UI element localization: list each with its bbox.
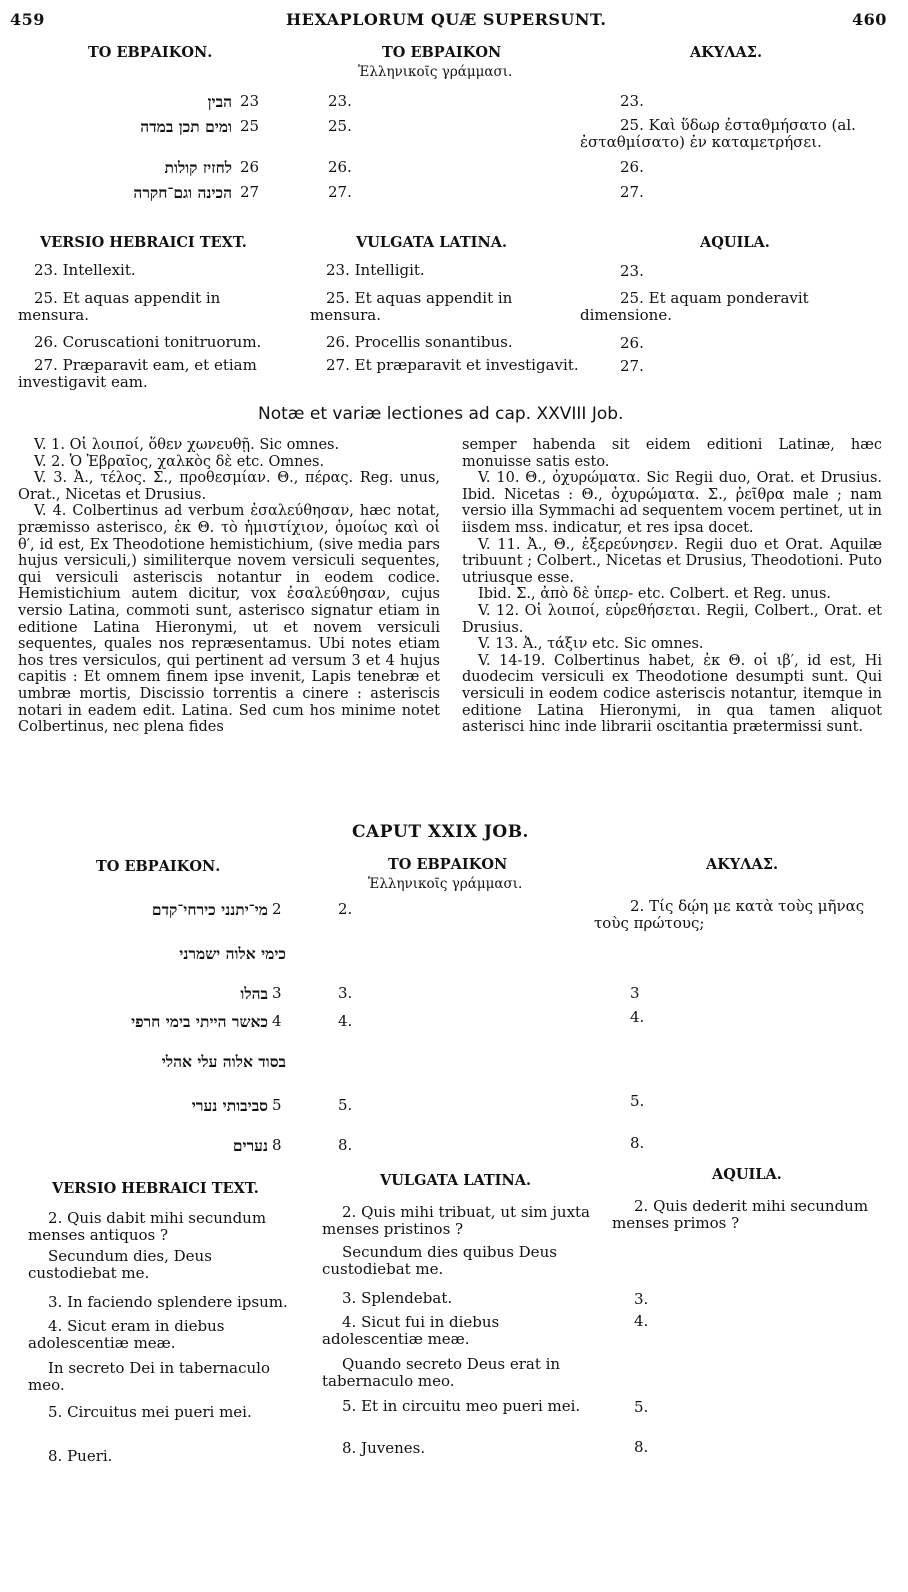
- verse-number: 5: [272, 1096, 282, 1114]
- versio-line: 4. Sicut eram in diebus adolescentiæ meæ.: [28, 1317, 225, 1352]
- col-header-versio: VERSIO HEBRAICI TEXT.: [52, 1180, 259, 1197]
- vulgata-line: 4. Sicut fui in diebus adolescentiæ meæ.: [322, 1313, 500, 1348]
- notes-title: Notæ et variæ lectiones ad cap. XXVIII Job.: [258, 404, 624, 424]
- col-header-vulgata: VULGATA LATINA.: [380, 1172, 532, 1189]
- vulgata-line: Secundum dies quibus Deus custodiebat me.: [322, 1243, 557, 1278]
- col-header-translit-sub: Ἑλληνικοῖς γράμμασι.: [368, 876, 523, 892]
- versio-line: In secreto Dei in tabernaculo meo.: [28, 1359, 271, 1394]
- vulgata-line: Quando secreto Deus erat in tabernaculo meo.: [322, 1355, 561, 1390]
- aquila-latin-line: 8.: [634, 1438, 649, 1456]
- aquila-latin-line: 23.: [620, 262, 644, 280]
- vulgata-line: 3. Splendebat.: [342, 1289, 453, 1307]
- aquila-line: 3: [630, 984, 640, 1002]
- aquila-latin-line: 2. Quis dederit mihi secundum menses primos ?: [612, 1197, 869, 1232]
- col-header-aquila: ΑΚΥΛΑΣ.: [706, 856, 779, 873]
- versio-line: 2. Quis dabit mihi secundum menses antiquos ?: [28, 1209, 267, 1244]
- aquila-latin-line: 26.: [620, 334, 644, 352]
- versio-line: Secundum dies, Deus custodiebat me.: [28, 1247, 212, 1282]
- note-paragraph: V. 2. Ὁ Ἑβραῖος, χαλκὸς δὲ etc. Omnes.: [34, 453, 325, 470]
- versio-line: 26. Coruscationi tonitruorum.: [34, 333, 262, 351]
- aquila-line: 27.: [620, 183, 644, 201]
- vulgata-line: 2. Quis mihi tribuat, ut sim juxta menses pristinos ?: [322, 1203, 590, 1238]
- aquila-line: 26.: [620, 158, 644, 176]
- translit-line: 8.: [338, 1136, 353, 1154]
- hebrew-line: מי־יתנני כירחי־קדם: [151, 900, 268, 919]
- col-header-hebrew: ΤΟ ΕΒΡΑΙΚΟΝ.: [96, 858, 221, 875]
- translit-line: 25.: [328, 117, 352, 135]
- translit-line: 4.: [338, 1012, 353, 1030]
- hebrew-line: בסוד אלוה עלי אהלי: [161, 1052, 286, 1071]
- col-header-translit: ΤΟ ΕΒΡΑΙΚΟΝ: [388, 856, 508, 873]
- aquila-latin-line: 3.: [634, 1290, 649, 1308]
- col-header-vulgata: VULGATA LATINA.: [356, 234, 508, 251]
- hebrew-line: כימי אלוה ישמרני: [179, 944, 286, 963]
- translit-line: 27.: [328, 183, 352, 201]
- verse-number: 27: [240, 183, 260, 201]
- aquila-line: 25. Καὶ ὕδωρ ἐσταθμήσατο (al. ἐσταθμίσατο) ἐν καταμετρήσει.: [580, 116, 856, 151]
- aquila-latin-line: 25. Et aquam ponderavit dimensione.: [580, 289, 809, 324]
- verse-number: 8: [272, 1136, 282, 1154]
- vulgata-line: 25. Et aquas appendit in mensura.: [310, 289, 513, 324]
- hebrew-line: ומים תכן במדה: [140, 117, 232, 136]
- aquila-line: 23.: [620, 92, 644, 110]
- chapter-title: CAPUT XXIX JOB.: [352, 822, 529, 842]
- translit-line: 5.: [338, 1096, 353, 1114]
- note-paragraph: V. 14-19. Colbertinus habet, ἐκ Θ. οἱ ιβ′, id est, Hi duodecim versiculi ex Theodotione desumpti sunt. Qui versiculi in eodem codice asteriscis notantur, itemque in editione Latina Hieronymi, in qua tamen aliquot asterisci hinc inde librarii oscitantia prætermissi sunt.: [462, 652, 882, 736]
- vulgata-line: 23. Intelligit.: [326, 261, 425, 279]
- versio-line: 3. In faciendo splendere ipsum.: [48, 1293, 288, 1311]
- aquila-line: 4.: [630, 1008, 645, 1026]
- page-number-left: 459: [10, 10, 45, 29]
- aquila-line: 2. Τίς δῴη με κατὰ τοὺς μῆνας τοὺς πρώτους;: [594, 897, 865, 932]
- versio-line: 23. Intellexit.: [34, 261, 136, 279]
- notes-left-column: [18, 437, 440, 736]
- vulgata-line: 8. Juvenes.: [342, 1439, 426, 1457]
- note-paragraph: V. 3. Ἀ., τέλος. Σ., προθεσμίαν. Θ., πέρας. Reg. unus, Orat., Nicetas et Drusius.: [18, 470, 440, 503]
- versio-line: 27. Præparavit eam, et etiam investigavit eam.: [18, 356, 257, 391]
- translit-line: 23.: [328, 92, 352, 110]
- col-header-aquila-latin: AQUILA.: [712, 1166, 782, 1183]
- verse-number: 4: [272, 1012, 282, 1030]
- note-paragraph: V. 4. Colbertinus ad verbum ἐσαλεύθησαν, hæc notat, præmisso asterisco, ἐκ Θ. τὸ ἡμιστίχιον, ὁμοίως καὶ οἱ θ′, id est, Ex Theodotione hemistichium, (sive media pars hujus versiculi,) similiterque novem versiculi sequentes, qui versiculi asteriscis notantur in eodem codice. Hemistichium autem dicitur, vox ἐσαλεύθησαν, cujus versio Latina, commoti sunt, asterisco signatur etiam in editione Latina Hieronymi, ut et novem versiculi sequentes, quales nos repræsentamus. Ubi notes etiam hos tres versiculos, qui pertinent ad versum 3 et 4 hujus capitis : Et omnem finem ipse invenit, Lapis tenebræ et umbræ mortis, Discissio torrentis a cinere : asteriscis notari in eadem edit. Latina. Sed cum hos minime notet Colbertinus, nec plena fides: [18, 503, 440, 736]
- col-header-versio: VERSIO HEBRAICI TEXT.: [40, 234, 247, 251]
- vulgata-line: 26. Procellis sonantibus.: [326, 333, 513, 351]
- hebrew-line: הכינה וגם־חקרה: [133, 183, 232, 202]
- note-paragraph: V. 13. Ἀ., τάξιν etc. Sic omnes.: [478, 636, 704, 653]
- col-header-aquila: ΑΚΥΛΑΣ.: [690, 44, 763, 61]
- note-paragraph: V. 10. Θ., ὀχυρώματα. Sic Regii duo, Orat. et Drusius. Ibid. Nicetas : Θ., ὀχυρώματα. Σ., ῥεῖθρα male ; nam versio illa Symmachi ad sequentem vocem pertinet, ut in iisdem mss. indicatur, et res ipsa docet.: [462, 470, 882, 536]
- col-header-hebrew: ΤΟ ΕΒΡΑΙΚΟΝ.: [88, 44, 213, 61]
- hebrew-line: סביבותי נערי: [191, 1096, 268, 1115]
- vulgata-line: 5. Et in circuitu meo pueri mei.: [342, 1397, 581, 1415]
- hebrew-line: כאשר הייתי בימי חרפי: [131, 1012, 268, 1031]
- hebrew-line: בהלו: [240, 984, 268, 1003]
- note-paragraph: V. 1. Οἱ λοιποί, ὅθεν χωνευθῇ. Sic omnes.: [34, 437, 340, 453]
- translit-line: 26.: [328, 158, 352, 176]
- note-paragraph: semper habenda sit eidem editioni Latinæ, hæc monuisse satis esto.: [462, 437, 882, 470]
- versio-line: 8. Pueri.: [48, 1447, 113, 1465]
- verse-number: 2: [272, 900, 282, 918]
- hebrew-line: נערים: [232, 1136, 268, 1155]
- note-paragraph: V. 12. Οἱ λοιποί, εὑρεθήσεται. Regii, Colbert., Orat. et Drusius.: [462, 602, 882, 636]
- note-paragraph: Ibid. Σ., ἀπὸ δὲ ὑπερ- etc. Colbert. et Reg. unus.: [478, 586, 832, 603]
- col-header-aquila-latin: AQUILA.: [700, 234, 770, 251]
- vulgata-line: 27. Et præparavit et investigavit.: [326, 356, 579, 374]
- aquila-line: 8.: [630, 1134, 645, 1152]
- page-number-right: 460: [852, 10, 887, 29]
- col-header-translit-sub: Ἑλληνικοῖς γράμμασι.: [358, 64, 513, 80]
- aquila-latin-line: 5.: [634, 1398, 649, 1416]
- hebrew-line: לחזיז קולות: [164, 158, 232, 177]
- verse-number: 26: [240, 158, 260, 176]
- translit-line: 3.: [338, 984, 353, 1002]
- verse-number: 25: [240, 117, 260, 135]
- notes-right-column: [462, 437, 882, 736]
- aquila-line: 5.: [630, 1092, 645, 1110]
- col-header-translit: ΤΟ ΕΒΡΑΙΚΟΝ: [382, 44, 502, 61]
- translit-line: 2.: [338, 900, 353, 918]
- versio-line: 5. Circuitus mei pueri mei.: [48, 1403, 252, 1421]
- hebrew-line: הבין: [207, 92, 232, 111]
- running-title: HEXAPLORUM QUÆ SUPERSUNT.: [286, 10, 607, 29]
- aquila-latin-line: 4.: [634, 1312, 649, 1330]
- aquila-latin-line: 27.: [620, 357, 644, 375]
- note-paragraph: V. 11. Ἀ., Θ., ἐξερεύνησεν. Regii duo et Orat. Aquilæ tribuunt ; Colbert., Nicetas et Drusius, Theodotioni. Puto utriusque esse.: [462, 536, 882, 586]
- versio-line: 25. Et aquas appendit in mensura.: [18, 289, 221, 324]
- verse-number: 3: [272, 984, 282, 1002]
- verse-number: 23: [240, 92, 260, 110]
